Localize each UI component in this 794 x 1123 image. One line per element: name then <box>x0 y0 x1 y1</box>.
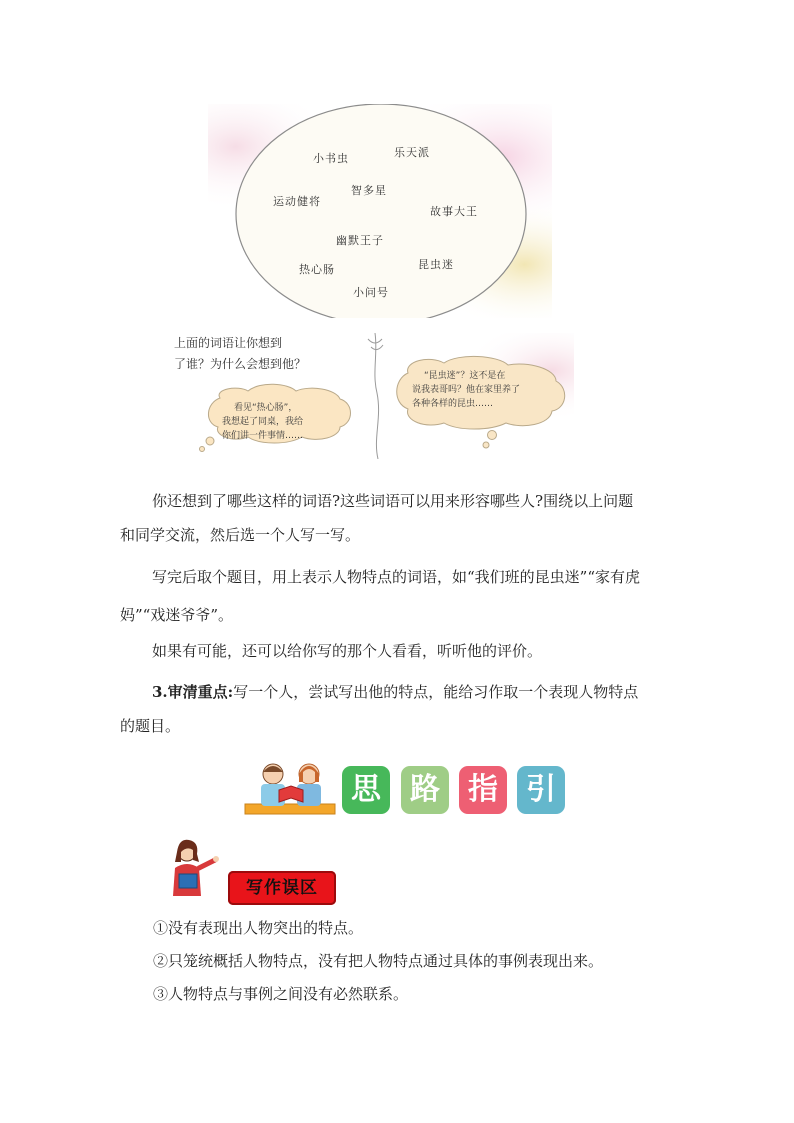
guide-tile-lu: 路 <box>401 766 449 814</box>
balloon-word: 热心肠 <box>299 263 335 276</box>
balloon-word: 小书虫 <box>313 152 349 165</box>
guide-tile-si: 思 <box>342 766 390 814</box>
paragraph-4-line-1 <box>152 683 712 702</box>
left-cloud-line: 看见“热心肠”， <box>234 403 298 413</box>
writing-mistakes-badge <box>228 871 336 905</box>
balloon-word: 故事大王 <box>430 205 478 218</box>
mistake-item-2: ②只笼统概括人物特点，没有把人物特点通过具体的事例表现出来。 <box>153 952 604 970</box>
balloon-word: 运动健将 <box>273 195 321 208</box>
paragraph-3: 如果有可能，还可以给你写的那个人看看，听听他的评价。 <box>152 642 543 660</box>
guide-tile-zhi: 指 <box>459 766 507 814</box>
thinking-guide-banner <box>243 758 573 820</box>
paragraph-4-line-2: 的题目。 <box>120 717 181 735</box>
right-cloud-line: 各种各样的昆虫…… <box>412 399 494 409</box>
paragraph-1-line-2: 和同学交流，然后选一个人写一写。 <box>120 526 361 544</box>
balloon-word: 小问号 <box>353 286 389 299</box>
paragraph-2-line-1: 写完后取个题目，用上表示人物特点的词语，如“我们班的昆虫迷”“家有虎 <box>152 568 641 586</box>
teacher-icon <box>165 838 221 898</box>
right-cloud-line: “昆虫迷”？这不是在 <box>424 371 506 381</box>
focus-label: 3.审清重点: <box>152 683 234 701</box>
balloon-word: 昆虫迷 <box>418 258 454 271</box>
balloon-word: 幽默王子 <box>336 234 384 247</box>
balloon-word: 智多星 <box>351 184 387 197</box>
students-reading-icon <box>243 758 337 820</box>
right-cloud-line: 说我表哥吗？他在家里养了 <box>412 385 521 395</box>
balloon-illustration <box>208 104 552 318</box>
prompt-line-2: 了谁？为什么会想到他？ <box>174 357 307 371</box>
writing-mistakes-label: 写作误区 <box>246 878 318 898</box>
focus-text: 写一个人，尝试写出他的特点，能给习作取一个表现人物特点 <box>233 683 639 701</box>
prompt-line-1: 上面的词语让你想到 <box>174 336 283 350</box>
balloon-word: 乐天派 <box>394 146 430 159</box>
paragraph-2-line-2: 妈”“戏迷爷爷”。 <box>120 606 234 624</box>
guide-tile-yin: 引 <box>517 766 565 814</box>
left-cloud-line: 我想起了同桌，我给 <box>222 417 304 427</box>
left-cloud-line: 你们讲一件事情…… <box>222 431 304 441</box>
paragraph-1-line-1: 你还想到了哪些这样的词语?这些词语可以用来形容哪些人?围绕以上问题 <box>152 492 634 510</box>
discussion-illustration <box>168 333 574 459</box>
mistake-item-1: ①没有表现出人物突出的特点。 <box>153 919 364 937</box>
mistake-item-3: ③人物特点与事例之间没有必然联系。 <box>153 985 409 1003</box>
